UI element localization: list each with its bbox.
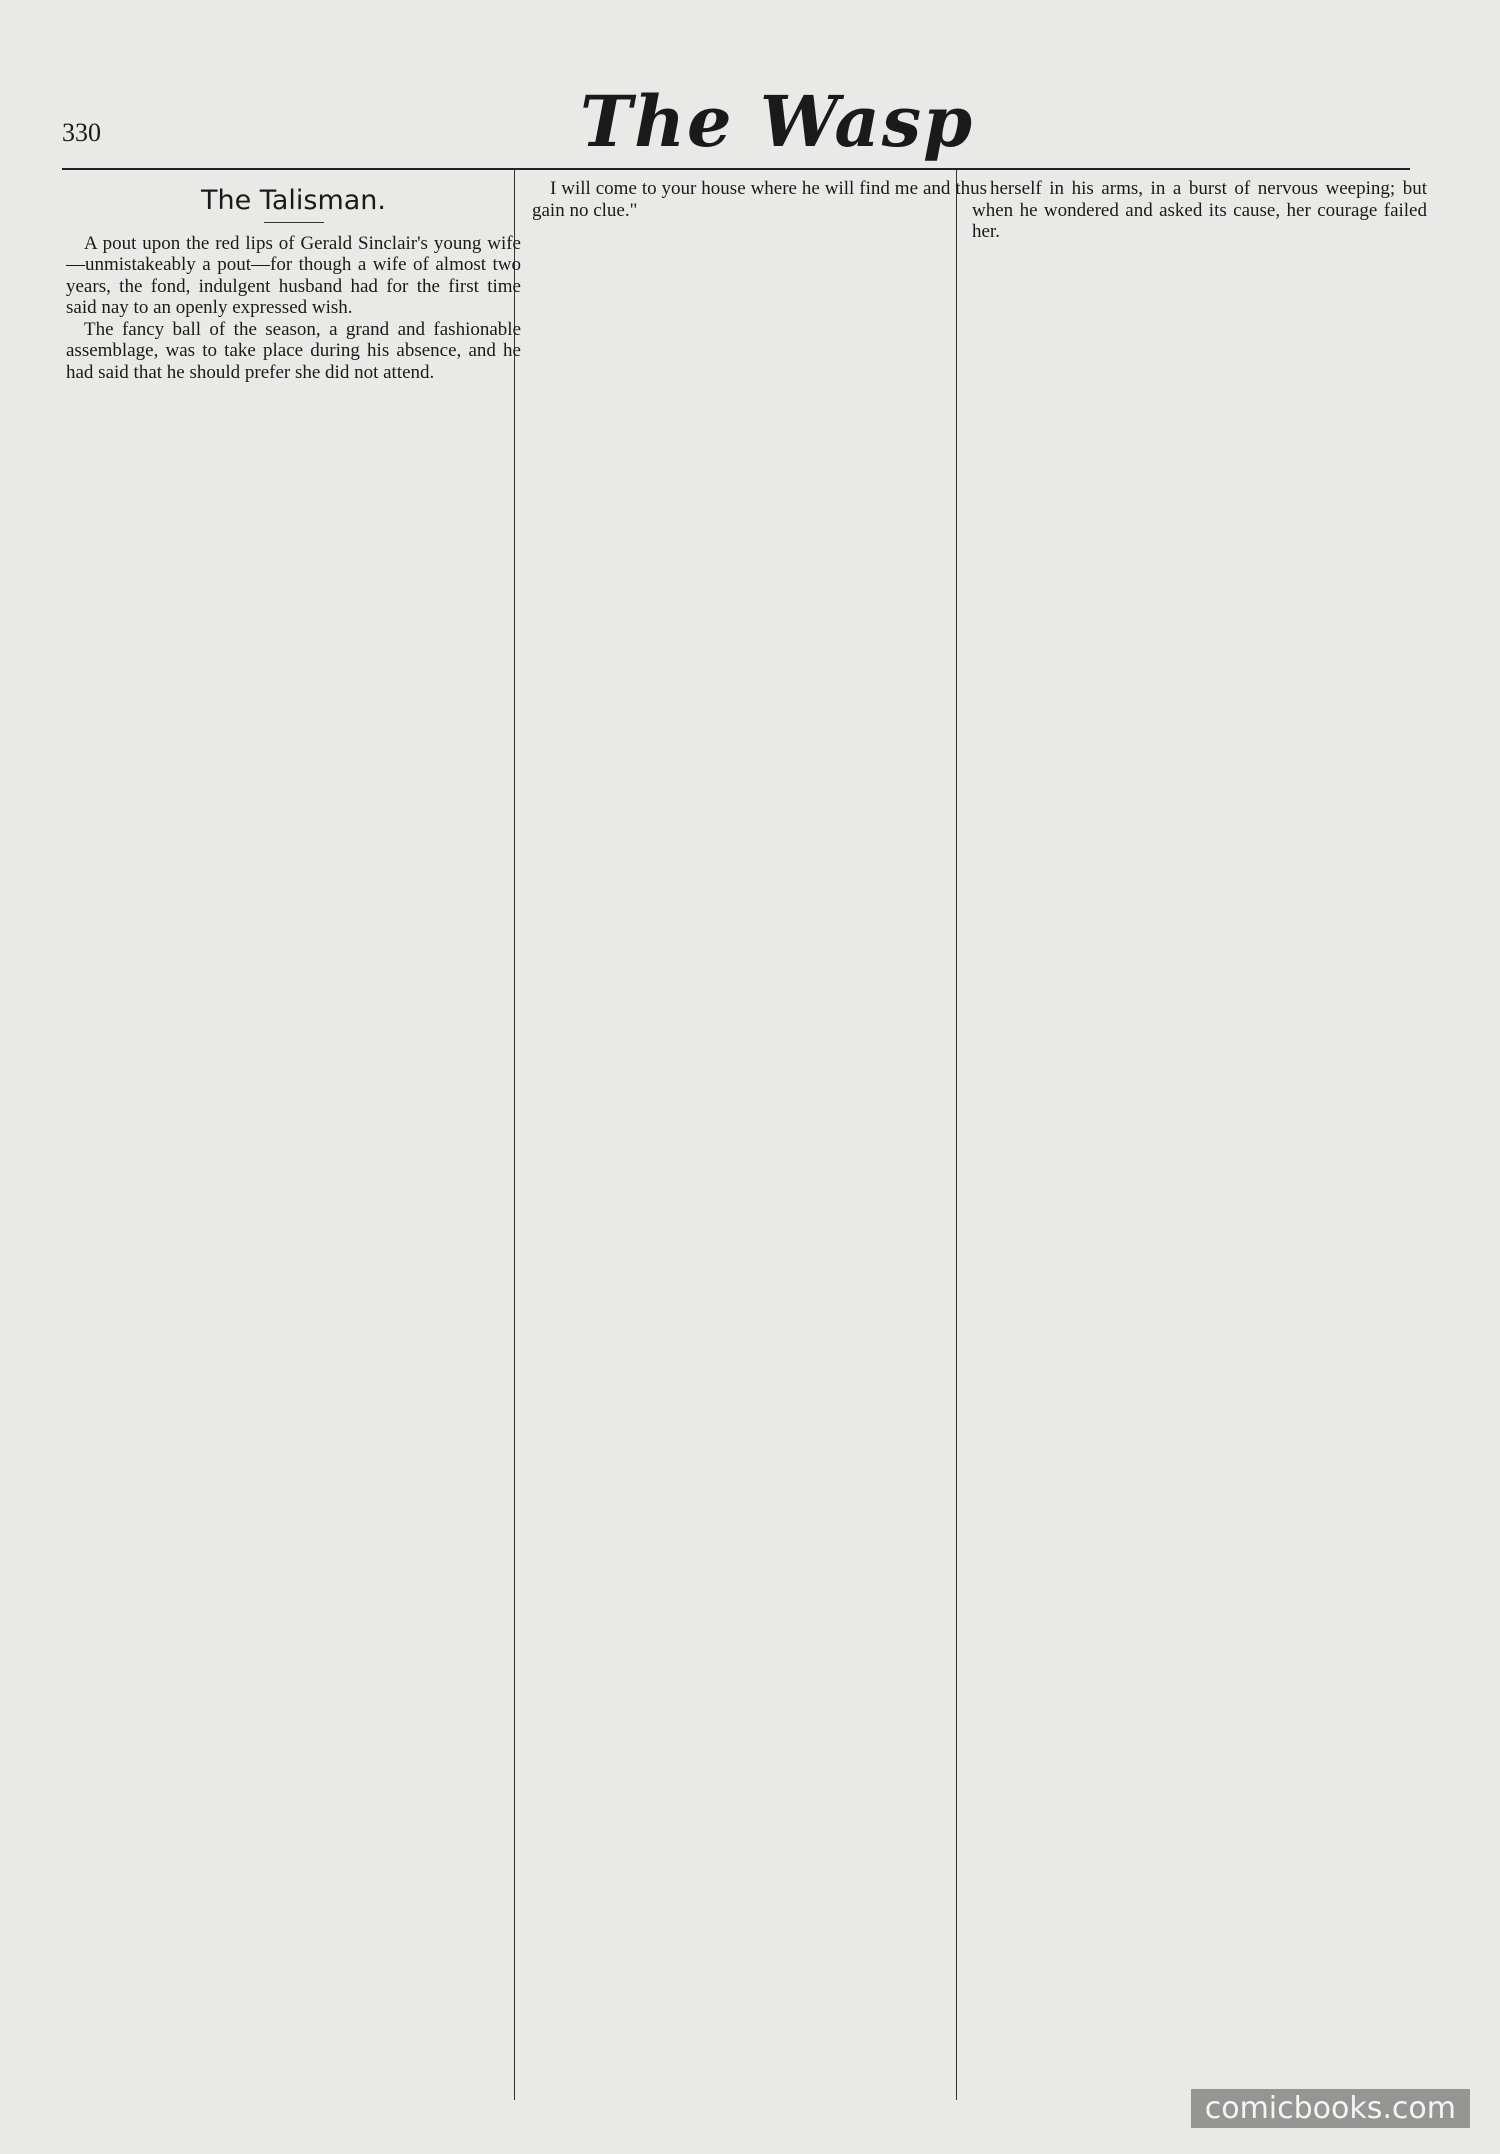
article-title: The Talisman. <box>201 185 386 216</box>
paragraph: herself in his arms, in a burst of nervous weeping; but when he wondered and asked its cause, her courage failed her. <box>972 178 1427 242</box>
paragraph: I will come to your house where he will find me and thus gain no clue." <box>532 178 987 221</box>
column-2 <box>532 178 987 2098</box>
masthead-logo: The Wasp <box>580 80 975 163</box>
column-1 <box>66 178 521 2098</box>
paragraph: A pout upon the red lips of Gerald Sinclair's young wife—unmistakeably a pout—for though a wife of almost two years, the fond, indulgent husband had for the first time said nay to an openly expressed wish. <box>66 232 521 318</box>
watermark: comicbooks.com <box>1191 2089 1470 2128</box>
column-3 <box>972 178 1427 2098</box>
page-number: 330 <box>62 118 101 147</box>
paragraph: The fancy ball of the season, a grand and fashionable assemblage, was to take place during his absence, and he had said that he should prefer she did not attend. <box>66 318 521 383</box>
header-rule <box>62 168 1410 170</box>
title-rule <box>264 222 324 223</box>
